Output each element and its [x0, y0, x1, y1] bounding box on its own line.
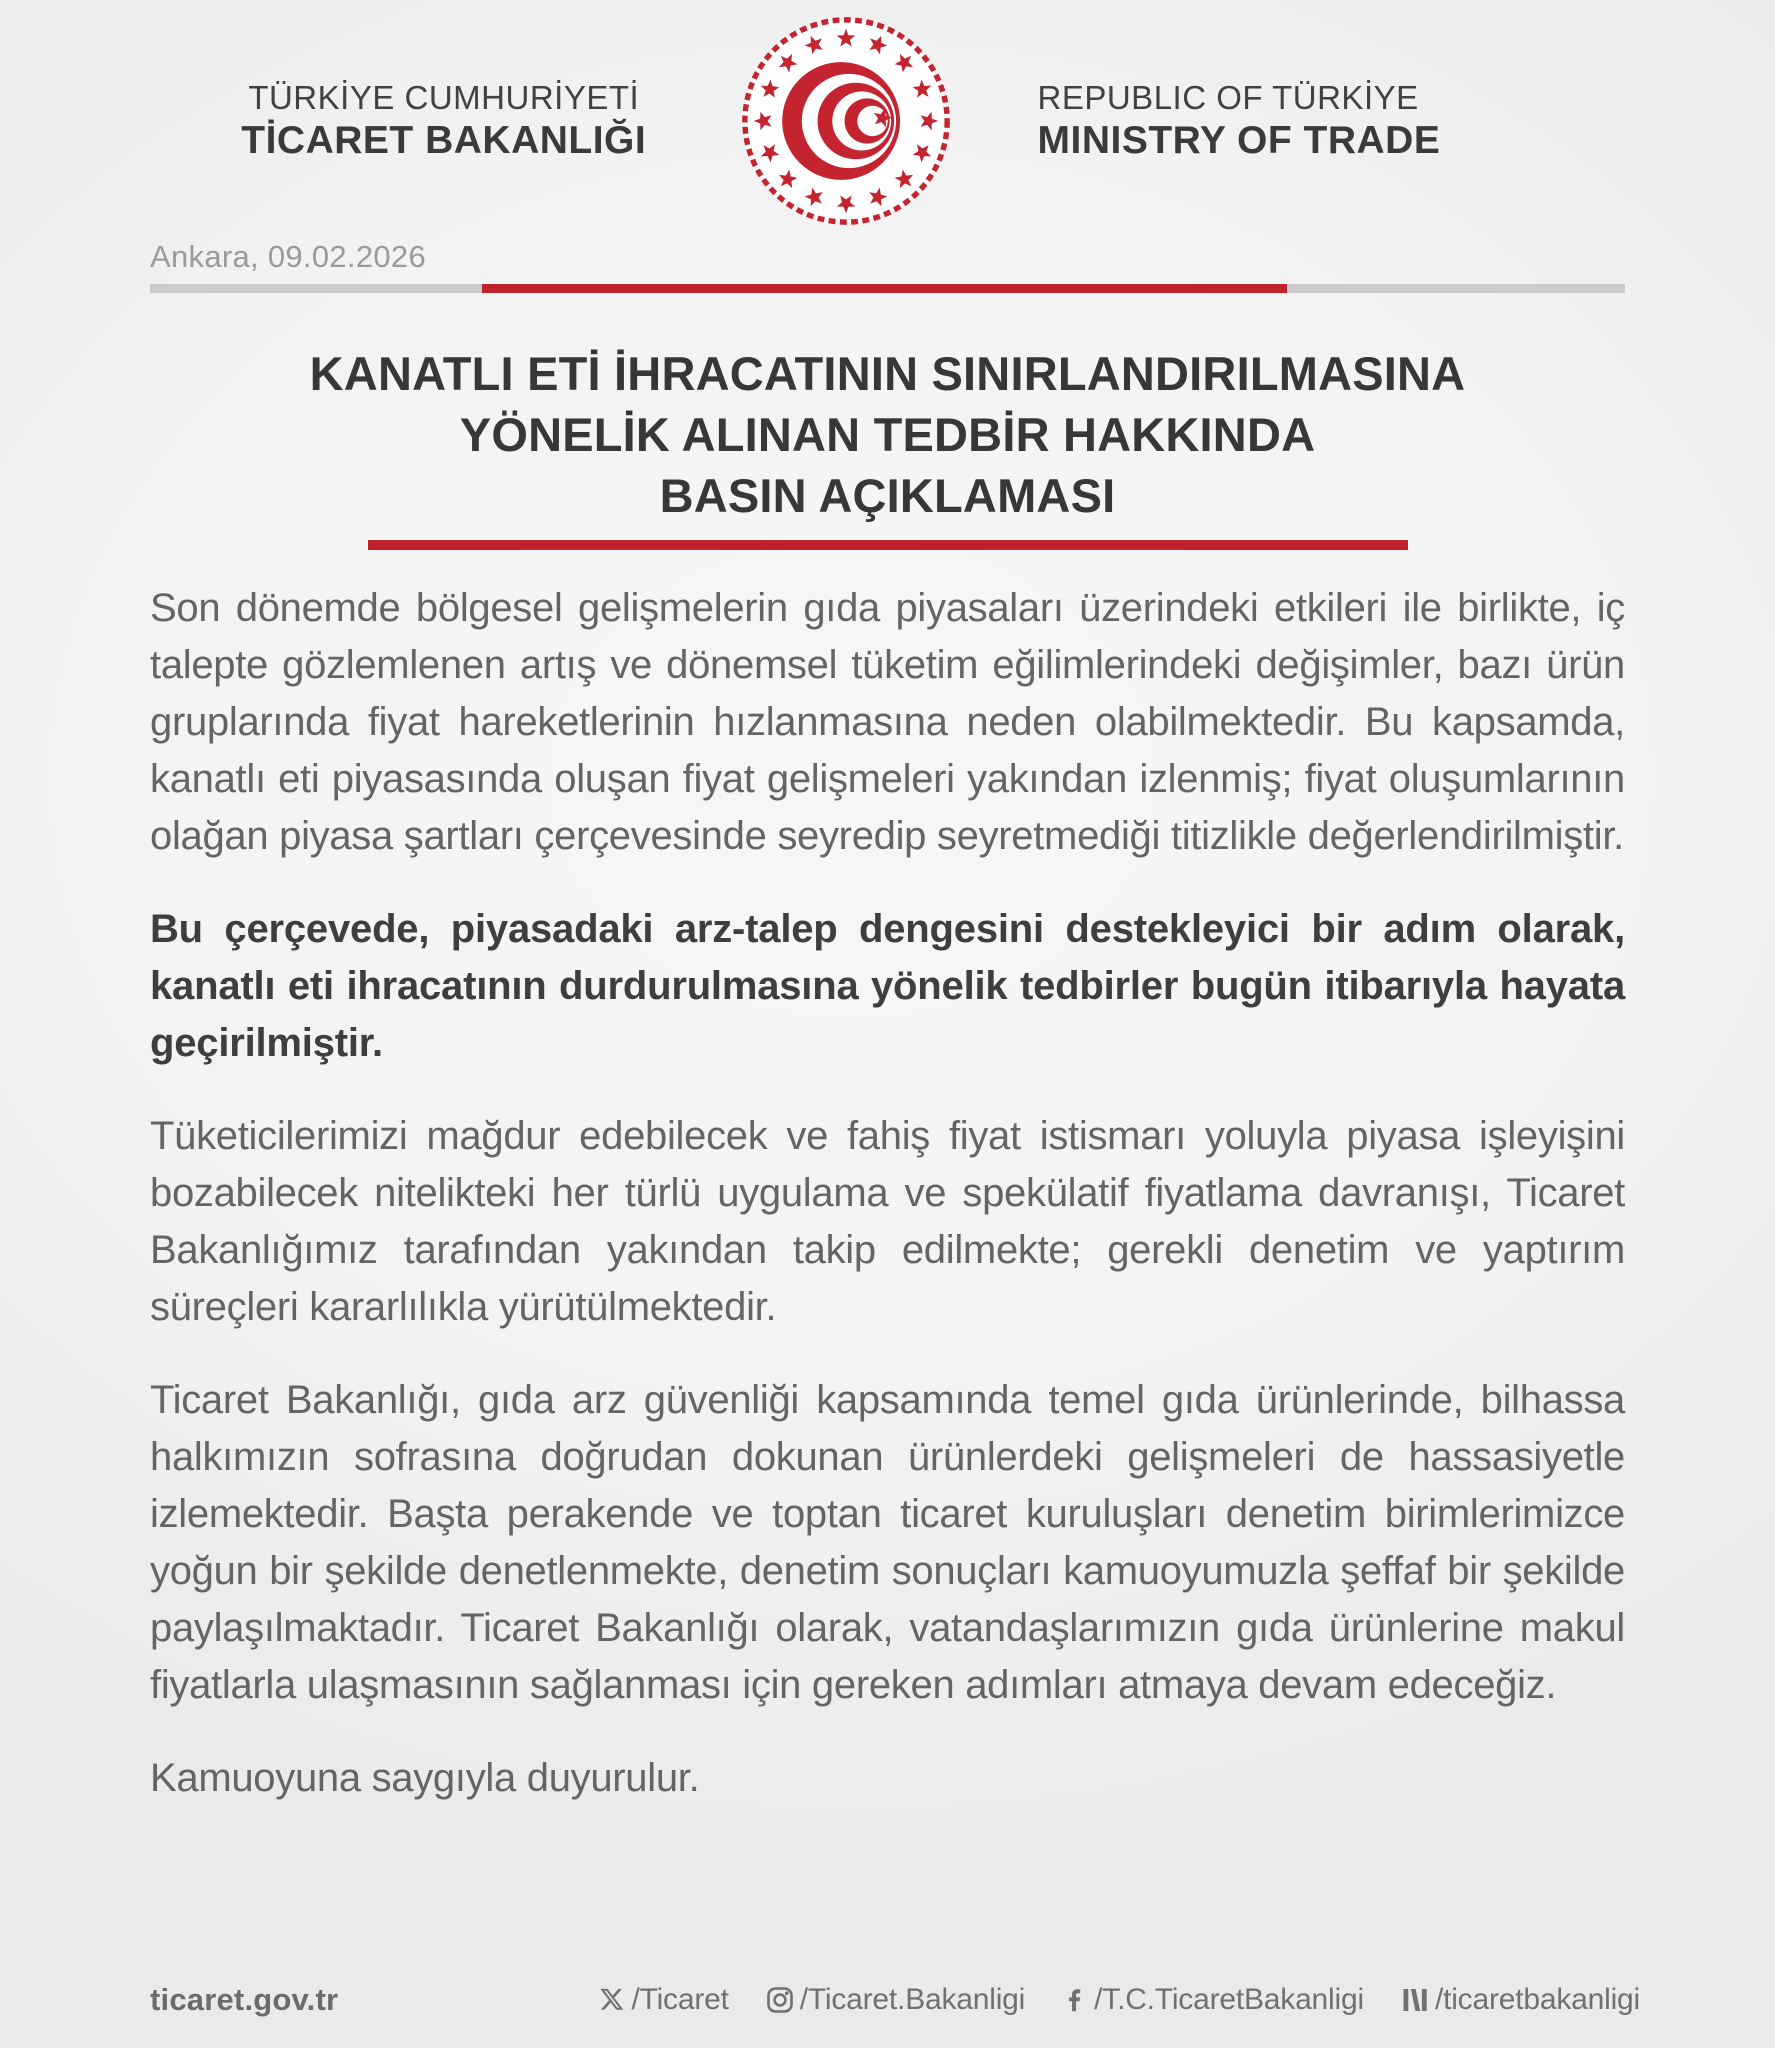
social-link-facebook[interactable]	[1061, 1983, 1364, 2017]
facebook-handle: /T.C.TicaretBakanligi	[1094, 1983, 1364, 2016]
masthead	[0, 0, 1775, 218]
title-line-3: BASIN AÇIKLAMASI	[659, 469, 1116, 522]
header-divider	[150, 284, 1625, 293]
paragraph-4: Ticaret Bakanlığı, gıda arz güvenliği kapsamında temel gıda ürünlerinde, bilhassa halkımızın sofrasına doğrudan dokunan ürünlerdeki gelişmeleri de hassasiyetle izlemektedir. Başta perakende ve toptan ticaret kuruluşları denetim birimlerimizce yoğun bir şekilde denetlenmekte, denetim sonuçları kamuoyumuzla şeffaf bir şekilde paylaşılmaktadır. Ticaret Bakanlığı olarak, vatandaşlarımızın gıda ürünlerine makul fiyatlarla ulaşmasının sağlanması için gereken adımları atmaya devam edeceğiz.	[150, 1378, 1625, 1707]
org-en-line2: MINISTRY OF TRADE	[1037, 119, 1441, 162]
page-title	[150, 343, 1625, 526]
x-icon	[598, 1986, 626, 2014]
social-link-instagram[interactable]	[765, 1983, 1025, 2017]
website-link[interactable]: ticaret.gov.tr	[150, 1982, 339, 2017]
crescents	[782, 62, 900, 180]
title-line-2: YÖNELİK ALINAN TEDBİR HAKKINDA	[459, 408, 1316, 461]
title-underline	[368, 540, 1408, 550]
social-link-x[interactable]	[598, 1983, 728, 2017]
org-name-turkish	[150, 78, 738, 164]
paragraph-2-emphasis: Bu çerçevede, piyasadaki arz-talep dengesini destekleyici bir adım olarak, kanatlı eti ihracatının durdurulmasına yönelik tedbirler bugün itibarıyla hayata geçirilmiştir.	[150, 907, 1625, 1065]
org-tr-line1: TÜRKİYE CUMHURİYETİ	[248, 79, 640, 116]
instagram-handle: /Ticaret.Bakanligi	[799, 1983, 1026, 2016]
social-link-nsosyal[interactable]	[1400, 1983, 1640, 2017]
title-line-1: KANATLI ETİ İHRACATININ SINIRLANDIRILMASINA	[309, 347, 1466, 400]
x-handle: /Ticaret	[631, 1983, 729, 2016]
org-name-english	[954, 78, 1626, 164]
instagram-icon	[765, 1985, 795, 2015]
facebook-icon	[1061, 1986, 1089, 2014]
org-en-line1: REPUBLIC OF TÜRKİYE	[1037, 79, 1419, 116]
social-links	[598, 1983, 1640, 2017]
press-release-body	[0, 550, 1775, 1807]
org-tr-line2: TİCARET BAKANLIĞI	[241, 119, 647, 162]
closing-line: Kamuoyuna saygıyla duyurulur.	[150, 1756, 700, 1800]
paragraph-1: Son dönemde bölgesel gelişmelerin gıda piyasaları üzerindeki etkileri ile birlikte, iç talepte gözlemlenen artış ve dönemsel tüketim eğilimlerindeki değişimler, bazı ürün gruplarında fiyat hareketlerinin hızlanmasına neden olabilmektedir. Bu kapsamda, kanatlı eti piyasasında oluşan fiyat gelişmeleri yakından izlenmiş; fiyat oluşumlarının olağan piyasa şartları çerçevesinde seyredip seyretmediği titizlikle değerlendirilmiştir.	[150, 586, 1625, 858]
nsosyal-icon	[1400, 1986, 1430, 2014]
ministry-of-trade-logo	[738, 13, 954, 229]
nsosyal-handle: /ticaretbakanligi	[1434, 1983, 1640, 2016]
dateline: Ankara, 09.02.2026	[150, 239, 426, 274]
header-divider-red-segment	[482, 284, 1287, 293]
paragraph-3: Tüketicilerimizi mağdur edebilecek ve fahiş fiyat istismarı yoluyla piyasa işleyişini bozabilecek nitelikteki her türlü uygulama ve spekülatif fiyatlama davranışı, Ticaret Bakanlığımız tarafından yakından takip edilmekte; gerekli denetim ve yaptırım süreçleri kararlılıkla yürütülmektedir.	[150, 1114, 1625, 1329]
footer	[150, 1982, 1640, 2018]
